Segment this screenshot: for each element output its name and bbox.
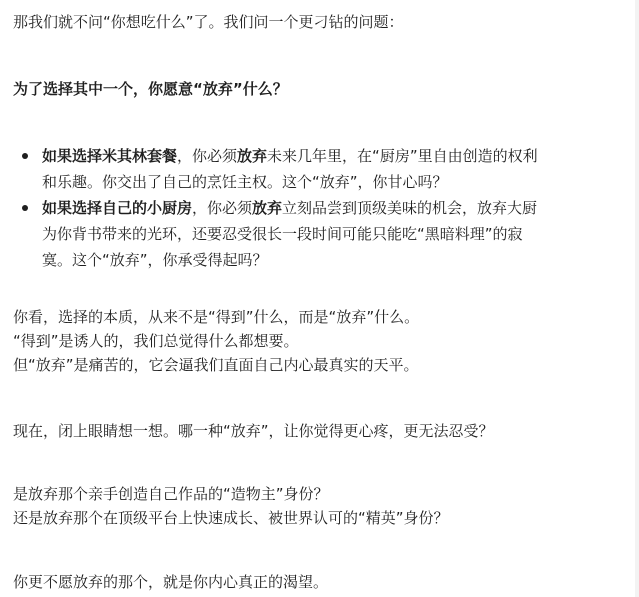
bullet-text: ，你必须 <box>177 147 238 165</box>
bullet-row <box>42 143 622 169</box>
closing-line: 你更不愿放弃的那个，就是你内心真正的渴望。 <box>13 573 329 591</box>
bullet-item-own-kitchen <box>42 195 622 273</box>
bullet-emphasis: 放弃 <box>252 199 283 217</box>
bullet-row <box>42 221 622 247</box>
bullet-row <box>42 169 622 195</box>
bullet-text: 寞。这个“放弃”，你承受得起吗？ <box>42 251 268 269</box>
scrollbar[interactable] <box>635 0 639 597</box>
bullet-emphasis: 放弃 <box>237 147 268 165</box>
bullet-row <box>42 195 622 221</box>
paragraph-line: 还是放弃那个在顶级平台上快速成长、被世界认可的“精英”身份？ <box>13 509 449 527</box>
bullet-lead: 如果选择米其林套餐 <box>42 147 178 165</box>
paragraph-line: 你看，选择的本质，从来不是“得到”什么，而是“放弃”什么。 <box>13 308 420 326</box>
bullet-lead: 如果选择自己的小厨房 <box>42 199 193 217</box>
bullet-text: ，你必须 <box>192 199 253 217</box>
bullet-text: 立刻品尝到顶级美味的机会，放弃大厨 <box>282 199 538 217</box>
paragraph-line: 现在，闭上眼睛想一想。哪一种“放弃”，让你觉得更心疼，更无法忍受？ <box>13 422 494 440</box>
question-heading: 为了选择其中一个，你愿意“放弃”什么？ <box>13 80 288 98</box>
intro-text: 那我们就不问“你想吃什么”了。我们问一个更刁钻的问题： <box>13 13 404 31</box>
paragraph-line: 是放弃那个亲手创造自己作品的“造物主”身份？ <box>13 485 329 503</box>
bullet-list <box>42 143 622 273</box>
bullet-text: 未来几年里，在“厨房”里自由创造的权利 <box>267 147 538 165</box>
bullet-row <box>42 247 622 273</box>
bullet-text: 为你背书带来的光环，还要忍受很长一段时间可能只能吃“黑暗料理”的寂 <box>42 225 523 243</box>
bullet-dot <box>22 153 28 159</box>
bullet-text: 和乐趣。你交出了自己的烹饪主权。这个“放弃”，你甘心吗？ <box>42 173 448 191</box>
paragraph-line: 但“放弃”是痛苦的，它会逼我们直面自己内心最真实的天平。 <box>13 356 419 374</box>
bullet-dot <box>22 205 28 211</box>
paragraph-line: “得到”是诱人的，我们总觉得什么都想要。 <box>13 332 299 350</box>
bullet-item-michelin <box>42 143 622 195</box>
